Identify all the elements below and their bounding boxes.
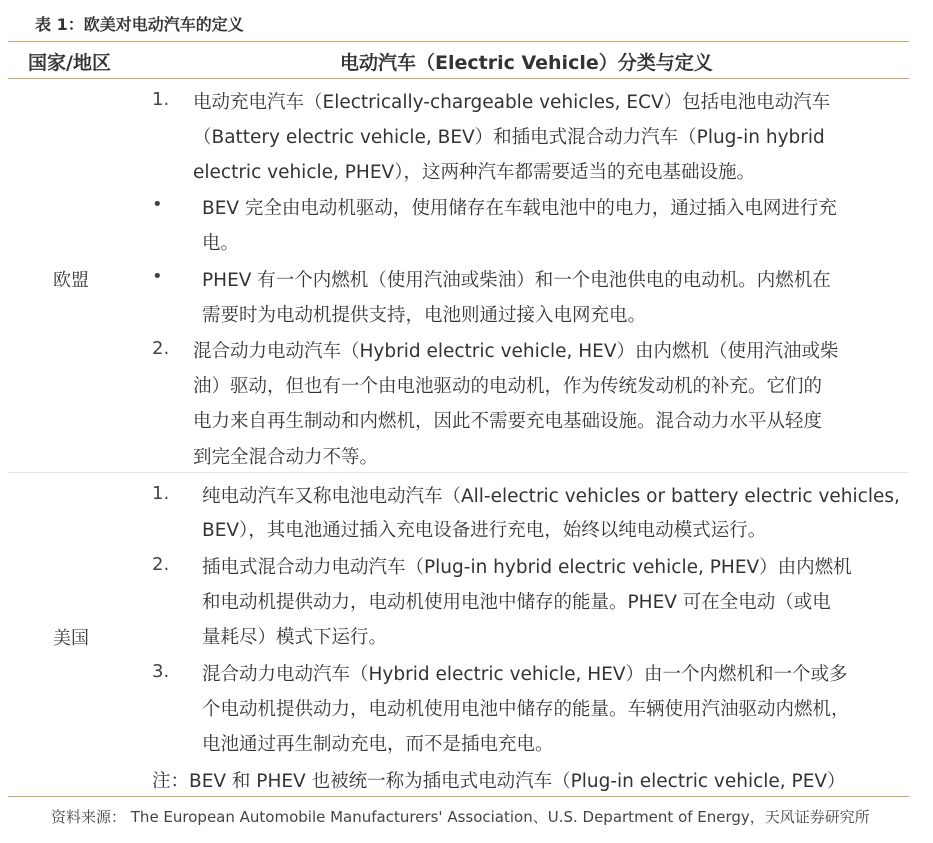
list-marker: 1. [152,483,170,504]
text-line: 电力来自再生制动和内燃机，因此不需要充电基础设施。混合动力水平从轻度 [193,411,823,432]
text-line: electric vehicle, PHEV），这两种汽车都需要适当的充电基础设施。 [193,162,755,183]
bullet-marker: • [152,266,163,287]
text-line: 电。 [202,233,240,254]
bullet-marker: • [152,194,163,215]
text-line: 插电式混合动力电动汽车（Plug-in hybrid electric vehicle, PHEV）由内燃机 [202,557,852,578]
list-marker: 2. [152,338,170,359]
header-rule [8,78,909,79]
text-line: 电池通过再生制动充电，而不是插电充电。 [202,734,554,755]
text-line: BEV 完全由电动机驱动，使用储存在车载电池中的电力，通过插入电网进行充 [202,198,837,219]
text-line: 电动充电汽车（Electrically-chargeable vehicles, ECV）包括电池电动汽车 [193,92,831,113]
text-line: 个电动机提供动力，电动机使用电池中储存的能量。车辆使用汽油驱动内燃机， [202,699,850,720]
list-marker: 1. [152,89,170,110]
text-line: 混合动力电动汽车（Hybrid electric vehicle, HEV）由一个内燃机和一个或多 [202,664,848,685]
list-marker: 2. [152,554,170,575]
text-line: PHEV 有一个内燃机（使用汽油或柴油）和一个电池供电的电动机。内燃机在 [202,270,831,291]
text-line: BEV），其电池通过插入充电设备进行充电，始终以纯电动模式运行。 [202,520,767,541]
top-rule [8,41,909,42]
section-divider [8,472,909,473]
text-line: 混合动力电动汽车（Hybrid electric vehicle, HEV）由内燃机（使用汽油或柴 [193,341,839,362]
header-definition: 电动汽车（Electric Vehicle）分类与定义 [340,52,713,74]
list-marker: 3. [152,661,170,682]
text-line: 油）驱动，但也有一个由电池驱动的电动机，作为传统发动机的补充。它们的 [193,376,823,397]
table-note: 注：BEV 和 PHEV 也被统一称为插电式电动汽车（Plug-in electric vehicle, PEV） [152,771,846,792]
region-label-eu: 欧盟 [53,270,89,291]
text-line: 量耗尽）模式下运行。 [202,627,388,648]
text-line: 需要时为电动机提供支持，电池则通过接入电网充电。 [202,305,647,326]
text-line: 到完全混合动力不等。 [193,447,379,468]
text-line: 纯电动汽车又称电池电动汽车（All-electric vehicles or battery electric vehicles, [202,486,900,507]
text-line: （Battery electric vehicle, BEV）和插电式混合动力汽车（Plug-in hybrid [193,127,825,148]
source-note: 资料来源： The European Automobile Manufacturers' Association、U.S. Department of Energy，天风证券研究所 [51,808,870,826]
region-label-us: 美国 [53,628,89,649]
table-caption: 表 1：欧美对电动汽车的定义 [35,15,244,34]
header-region: 国家/地区 [28,52,111,74]
bottom-rule [8,796,909,797]
text-line: 和电动机提供动力，电动机使用电池中储存的能量。PHEV 可在全电动（或电 [202,592,831,613]
